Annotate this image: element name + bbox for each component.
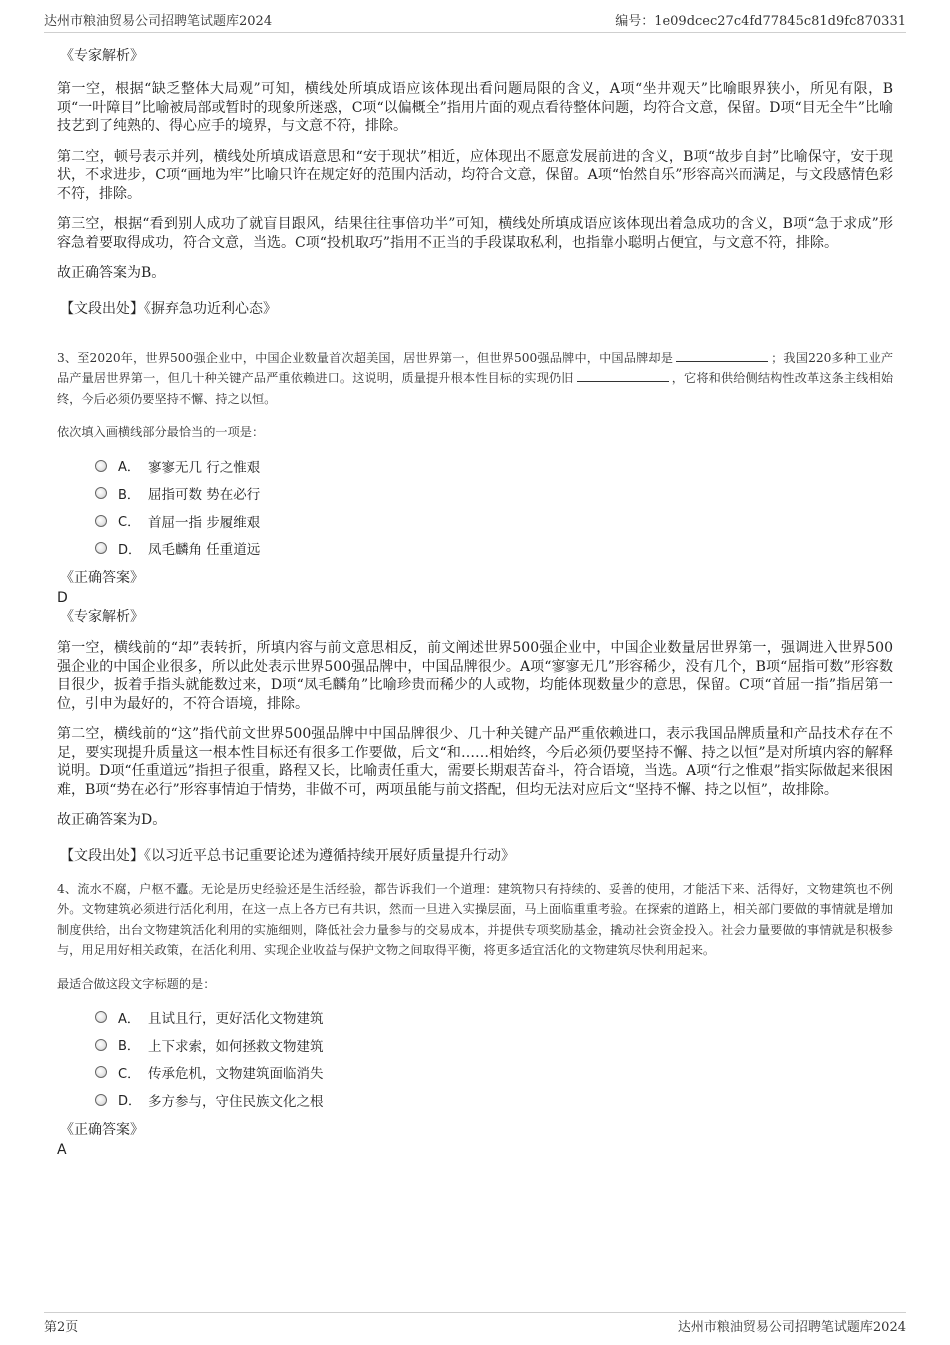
question-prompt: 依次填入画横线部分最恰当的一项是： bbox=[57, 425, 265, 439]
page-footer bbox=[44, 1312, 906, 1337]
stem-part: ；我国220多种工业产品产量居世界第一，但几十种关键产品严重依赖进口。这说明，质量提升根本性目标的实现仍旧 bbox=[57, 350, 894, 385]
answer-blank bbox=[676, 350, 768, 362]
stem-part: ，它将和供给侧结构性改革这条主线相始终，今后必须仍要坚持不懈、持之以恒。 bbox=[57, 371, 894, 406]
option-a[interactable] bbox=[95, 452, 893, 480]
option-text: 寥寥无几 行之惟艰 bbox=[148, 459, 261, 476]
analysis-paragraph: 第三空，根据“看到别人成功了就盲目跟风，结果往往事倍功半”可知，横线处所填成语应该体现出着急成功的含义，B项“急于求成”形容急着要取得成功，符合文意，当选。C项“投机取巧”指用不正当的手段谋取私利，也指靠小聪明占便宜，与文意不符，排除。 bbox=[57, 216, 893, 251]
correct-answer: D bbox=[57, 590, 68, 606]
header-doc-id: 编号：1e09dcec27c4fd77845c81d9fc870331 bbox=[615, 14, 906, 29]
analysis-paragraph: 第一空，横线前的“却”表转折，所填内容与前文意思相反，前文阐述世界500强企业中，中国企业数量居世界第一，强调进入世界500强企业的中国企业很多，所以此处表示世界500强品牌中，中国品牌很少。A项“寥寥无几”形容稀少，没有几个，B项“屈指可数”形容数目很少，扳着手指头就能数过来，D项“凤毛麟角”比喻珍贵而稀少的人或物，均能体现数量少的意思，保留。C项“首屈一指”指居第一位，引申为最好的，不符合语境，排除。 bbox=[57, 640, 893, 712]
page-number: 第2页 bbox=[44, 1319, 79, 1335]
option-list bbox=[95, 1004, 893, 1114]
radio-icon[interactable] bbox=[95, 542, 107, 554]
question-stem bbox=[57, 348, 893, 410]
analysis-paragraph: 第一空，根据“缺乏整体大局观”可知，横线处所填成语应该体现出看问题局限的含义，A项“坐井观天”比喻眼界狭小，所见有限，B项“一叶障目”比喻被局部或暂时的现象所迷惑，C项“以偏概全”指用片面的观点看待整体问题，均符合文意，保留。D项“目无全牛”比喻技艺到了纯熟的、得心应手的境界，与文意不符，排除。 bbox=[57, 81, 893, 134]
option-key: D． bbox=[118, 1094, 142, 1110]
option-key: D． bbox=[118, 542, 142, 558]
radio-icon[interactable] bbox=[95, 1011, 107, 1023]
correct-answer: A bbox=[57, 1141, 67, 1158]
source-citation: 【文段出处】《摒弃急功近利心态》 bbox=[60, 300, 277, 317]
analysis-paragraph: 第二空，顿号表示并列，横线处所填成语意思和“安于现状”相近，应体现出不愿意发展前进的含义，B项“故步自封”比喻保守，安于现状，不求进步，C项“画地为牢”比喻只许在规定好的范围内活动，均符合文意，保留。A项“怡然自乐”形容高兴而满足，与文段感情色彩不符，排除。 bbox=[57, 148, 893, 202]
option-text: 多方参与，守住民族文化之根 bbox=[148, 1093, 324, 1110]
question-3 bbox=[57, 348, 893, 865]
option-b[interactable] bbox=[95, 480, 893, 508]
radio-icon[interactable] bbox=[95, 460, 107, 472]
option-a[interactable] bbox=[95, 1004, 893, 1032]
option-key: C． bbox=[118, 515, 141, 531]
q2-analysis bbox=[57, 46, 893, 318]
question-4 bbox=[57, 879, 893, 1158]
question-prompt: 最适合做这段文字标题的是： bbox=[57, 976, 216, 991]
radio-icon[interactable] bbox=[95, 1066, 107, 1078]
stem-part: 3、至2020年，世界500强企业中，中国企业数量首次超美国，居世界第一，但世界500强品牌中，中国品牌却是 bbox=[57, 350, 674, 365]
analysis-paragraph: 第二空，横线前的“这”指代前文世界500强品牌中中国品牌很少、几十种关键产品严重依赖进口，表示我国品牌质量和产品技术存在不足，要实现提升质量这一根本性目标还有很多工作要做，后文“和……相始终，今后必须仍要坚持不懈、持之以恒”是对所填内容的解释说明。D项“任重道远”指担子很重，路程又长，比喻责任重大，需要长期艰苦奋斗，符合语境，当选。A项“行之惟艰”指实际做起来很困难，B项“势在必行”形容事情迫于情势，非做不可，两项虽能与前文搭配，但均无法对应后文“坚持不懈、持之以恒”，故排除。 bbox=[57, 726, 893, 798]
option-text: 凤毛麟角 任重道远 bbox=[148, 542, 261, 559]
option-key: A． bbox=[118, 1011, 140, 1027]
conclusion: 故正确答案为B。 bbox=[57, 265, 166, 281]
option-text: 且试且行，更好活化文物建筑 bbox=[148, 1011, 324, 1028]
option-text: 上下求索，如何拯救文物建筑 bbox=[148, 1038, 324, 1055]
answer-blank bbox=[577, 370, 669, 382]
option-key: B． bbox=[118, 1039, 140, 1055]
radio-icon[interactable] bbox=[95, 515, 107, 527]
option-list bbox=[95, 452, 893, 562]
question-stem: 4、流水不腐，户枢不蠹。无论是历史经验还是生活经验，都告诉我们一个道理：建筑物只有持续的、妥善的使用，才能活下来、活得好，文物建筑也不例外。文物建筑必须进行活化利用，在这一点上各方已有共识，然而一旦进入实操层面，马上面临重重考验。在探索的道路上，相关部门要做的事情就是增加制度供给，出台文物建筑活化利用的实施细则，降低社会力量参与的交易成本，并提供专项奖励基金，撬动社会资金投入。社会力量要做的事情就是积极参与，用足用好相关政策，在活化利用、实现企业收益与保护文物之间取得平衡，将更多适宜活化的文物建筑尽快利用起来。 bbox=[57, 881, 893, 957]
option-b[interactable] bbox=[95, 1031, 893, 1059]
header-title: 达州市粮油贸易公司招聘笔试题库2024 bbox=[44, 14, 273, 29]
conclusion: 故正确答案为D。 bbox=[57, 812, 167, 828]
page-header bbox=[44, 10, 906, 33]
option-key: A． bbox=[118, 460, 140, 476]
radio-icon[interactable] bbox=[95, 1094, 107, 1106]
option-d[interactable] bbox=[95, 535, 893, 563]
radio-icon[interactable] bbox=[95, 1039, 107, 1051]
option-c[interactable] bbox=[95, 507, 893, 535]
analysis-label: 《专家解析》 bbox=[60, 48, 144, 64]
option-text: 传承危机，文物建筑面临消失 bbox=[148, 1066, 324, 1083]
analysis-label: 《专家解析》 bbox=[60, 609, 144, 625]
source-citation: 【文段出处】《以习近平总书记重要论述为遵循持续开展好质量提升行动》 bbox=[60, 847, 515, 864]
option-d[interactable] bbox=[95, 1086, 893, 1114]
option-text: 屈指可数 势在必行 bbox=[148, 487, 261, 504]
radio-icon[interactable] bbox=[95, 487, 107, 499]
option-key: C． bbox=[118, 1066, 141, 1082]
option-c[interactable] bbox=[95, 1059, 893, 1087]
option-key: B． bbox=[118, 487, 140, 503]
page-content bbox=[57, 46, 893, 1158]
option-text: 首屈一指 步履维艰 bbox=[148, 514, 261, 531]
answer-label: 《正确答案》 bbox=[60, 570, 144, 586]
answer-label: 《正确答案》 bbox=[60, 1121, 144, 1138]
footer-title: 达州市粮油贸易公司招聘笔试题库2024 bbox=[677, 1319, 906, 1335]
